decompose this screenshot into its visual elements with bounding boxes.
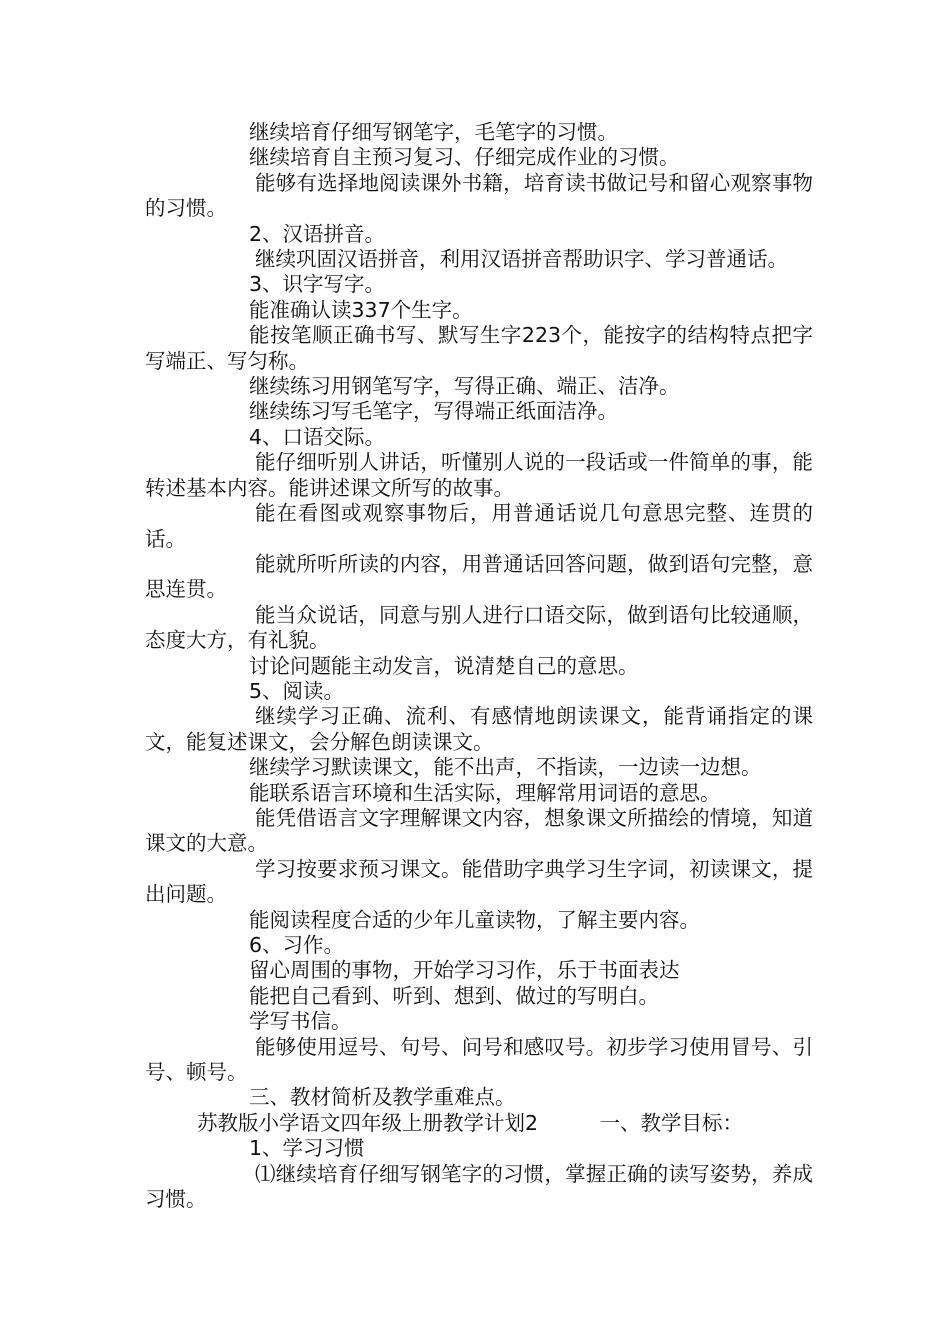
paragraph: 能在看图或观察事物后，用普通话说几句意思完整、连贯的话。 bbox=[145, 501, 813, 551]
paragraph: 学习按要求预习课文。能借助字典学习生字词，初读课文，提出问题。 bbox=[145, 856, 813, 907]
paragraph: 能仔细听别人讲话，听懂别人说的一段话或一件简单的事，能转述基本内容。能讲述课文所写的故事。 bbox=[145, 450, 813, 500]
paragraph: 能当众说话，同意与别人进行口语交际，做到语句比较通顺，态度大方，有礼貌。 bbox=[145, 602, 813, 653]
paragraph: ⑴继续培育仔细写钢笔字的习惯，掌握正确的读写姿势，养成习惯。 bbox=[145, 1161, 813, 1212]
paragraph: 讨论问题能主动发言，说清楚自己的意思。 bbox=[249, 653, 639, 678]
section-heading: 4、口语交际。 bbox=[249, 424, 386, 449]
paragraph: 继续培育自主预习复习、仔细完成作业的习惯。 bbox=[249, 145, 680, 170]
section-heading: 2、汉语拼音。 bbox=[249, 221, 386, 246]
section-heading: 3、识字写字。 bbox=[249, 272, 386, 297]
section-heading: 6、习作。 bbox=[249, 933, 345, 957]
paragraph: 能准确认读337个生字。 bbox=[249, 297, 473, 322]
paragraph: 继续练习用钢笔写字，写得正确、端正、洁净。 bbox=[249, 374, 680, 399]
section-heading: 1、学习习惯 bbox=[249, 1136, 365, 1161]
paragraph: 能够有选择地阅读课外书籍，培育读书做记号和留心观察事物的习惯。 bbox=[145, 170, 813, 221]
paragraph: 继续培育仔细写钢笔字，毛笔字的习惯。 bbox=[249, 120, 618, 144]
document-title-line: 苏教版小学语文四年级上册教学计划2 一、教学目标： bbox=[197, 1110, 744, 1135]
paragraph: 能按笔顺正确书写、默写生字223个，能按字的结构特点把字写端正、写匀称。 bbox=[145, 323, 813, 373]
paragraph: 继续学习默读课文，能不出声，不指读，一边读一边想。 bbox=[249, 755, 762, 780]
paragraph: 学写书信。 bbox=[249, 1009, 352, 1034]
paragraph: 能阅读程度合适的少年儿童读物，了解主要内容。 bbox=[249, 907, 700, 932]
paragraph: 继续巩固汉语拼音，利用汉语拼音帮助识字、学习普通话。 bbox=[255, 247, 788, 272]
paragraph: 能就所听所读的内容，用普通话回答问题，做到语句完整，意思连贯。 bbox=[145, 551, 813, 602]
paragraph: 能够使用逗号、句号、问号和感叹号。初步学习使用冒号、引号、顿号。 bbox=[145, 1034, 813, 1085]
section-heading: 三、教材简析及教学重难点。 bbox=[249, 1085, 516, 1110]
document-body bbox=[145, 120, 813, 1212]
paragraph: 能联系语言环境和生活实际，理解常用词语的意思。 bbox=[249, 780, 721, 805]
paragraph: 留心周围的事物，开始学习习作，乐于书面表达 bbox=[249, 958, 680, 983]
paragraph: 继续练习写毛笔字，写得端正纸面洁净。 bbox=[249, 399, 618, 424]
section-heading: 5、阅读。 bbox=[249, 678, 345, 703]
paragraph: 能凭借语言文字理解课文内容，想象课文所描绘的情境，知道课文的大意。 bbox=[145, 805, 813, 856]
paragraph: 能把自己看到、听到、想到、做过的写明白。 bbox=[249, 983, 659, 1008]
paragraph: 继续学习正确、流利、有感情地朗读课文，能背诵指定的课文，能复述课文，会分解色朗读课文。 bbox=[145, 704, 813, 754]
